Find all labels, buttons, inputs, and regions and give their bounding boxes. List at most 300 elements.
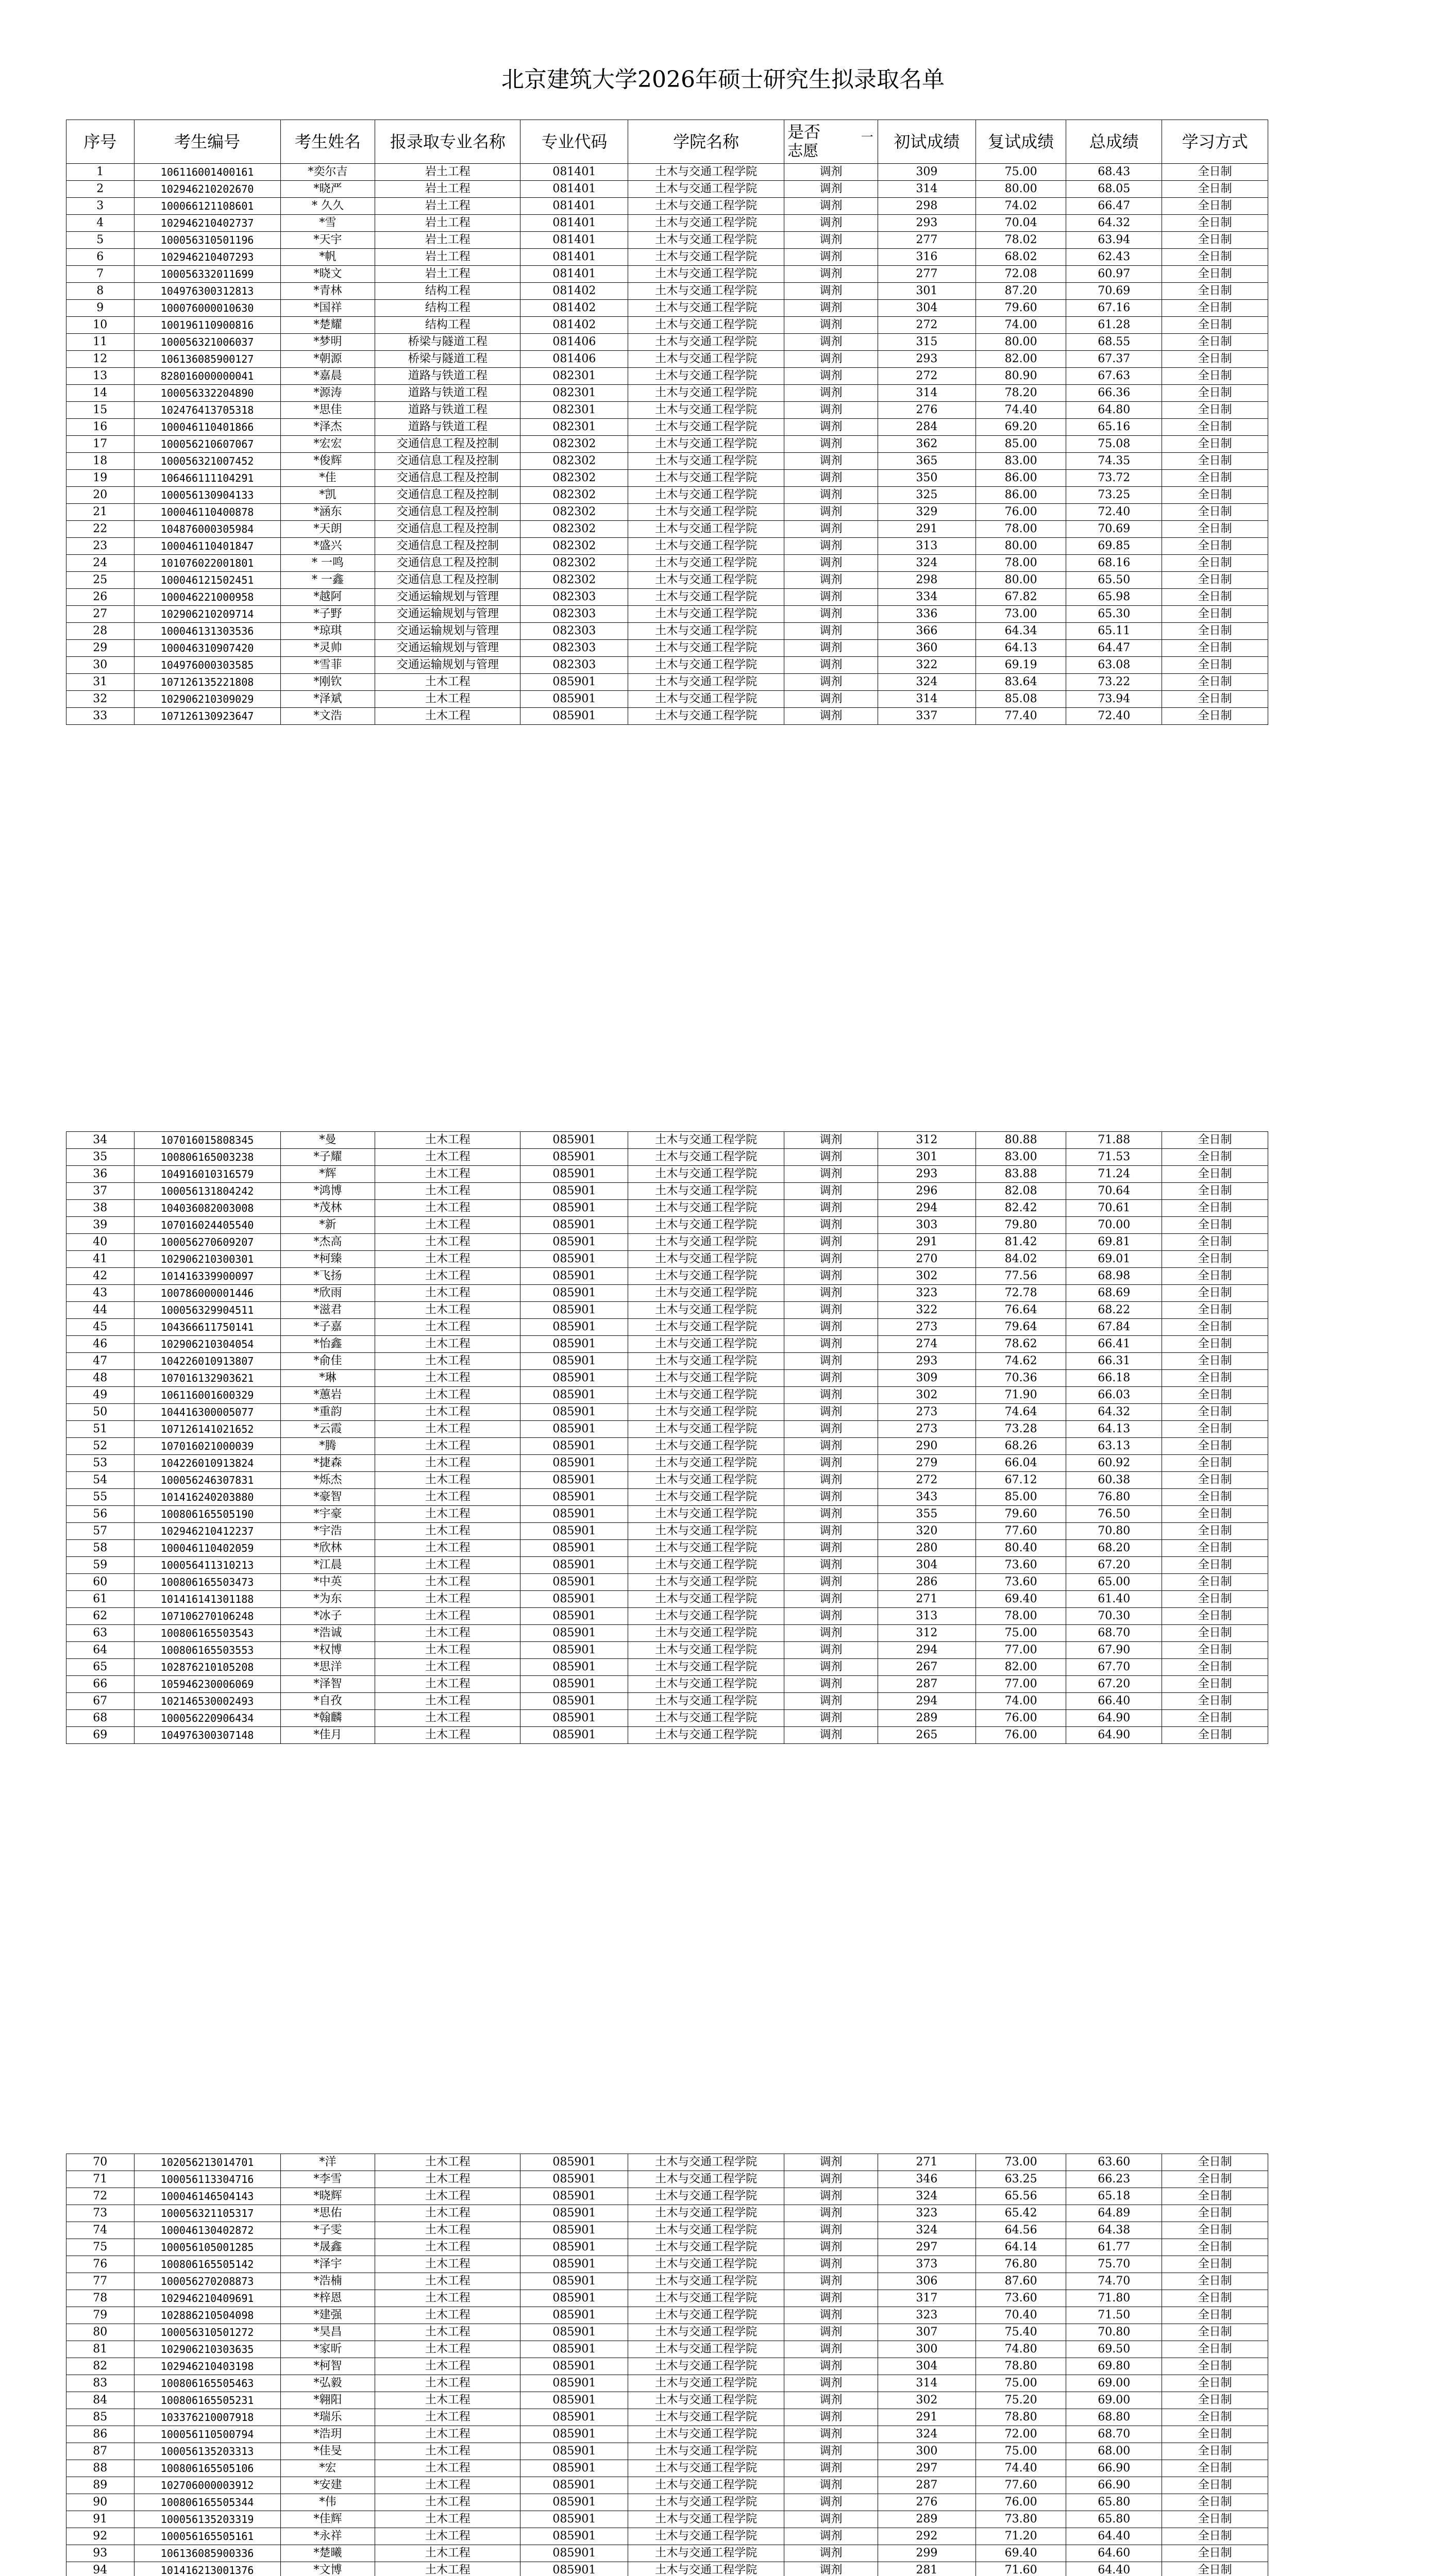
table-cell: 调剂 bbox=[784, 1557, 878, 1574]
table-cell: *中英 bbox=[280, 1574, 375, 1591]
table-cell: 71 bbox=[66, 2171, 134, 2188]
table-row bbox=[66, 1489, 1268, 1506]
table-cell: 100056270609207 bbox=[134, 1234, 280, 1251]
table-cell: 调剂 bbox=[784, 2409, 878, 2426]
table-cell: 80.00 bbox=[976, 538, 1066, 555]
table-cell: 土木与交通工程学院 bbox=[628, 283, 784, 300]
table-cell: 082303 bbox=[520, 589, 628, 606]
table-cell: 68.05 bbox=[1066, 181, 1162, 198]
table-cell: 081401 bbox=[520, 266, 628, 283]
table-cell: 调剂 bbox=[784, 1336, 878, 1353]
table-row bbox=[66, 1727, 1268, 1744]
table-cell: 82.08 bbox=[976, 1183, 1066, 1200]
table-cell: 73.28 bbox=[976, 1421, 1066, 1438]
table-cell: 调剂 bbox=[784, 266, 878, 283]
table-cell: 全日制 bbox=[1162, 2188, 1268, 2205]
table-cell: 调剂 bbox=[784, 2290, 878, 2307]
table-cell: 085901 bbox=[520, 1183, 628, 1200]
table-cell: 82 bbox=[66, 2358, 134, 2375]
table-cell: 土木工程 bbox=[375, 1217, 520, 1234]
table-cell: 全日制 bbox=[1162, 1472, 1268, 1489]
table-cell: 1 bbox=[66, 164, 134, 181]
table-cell: *凯 bbox=[280, 487, 375, 504]
table-cell: 78.00 bbox=[976, 555, 1066, 572]
table-cell: 75.00 bbox=[976, 2443, 1066, 2460]
table-cell: 土木与交通工程学院 bbox=[628, 623, 784, 640]
table-cell: 82.00 bbox=[976, 351, 1066, 368]
table-cell: 74.40 bbox=[976, 2460, 1066, 2477]
table-cell: 调剂 bbox=[784, 2324, 878, 2341]
table-cell: 291 bbox=[878, 521, 976, 538]
table-cell: 78.62 bbox=[976, 1336, 1066, 1353]
table-cell: 土木与交通工程学院 bbox=[628, 402, 784, 419]
table-cell: 100056329904511 bbox=[134, 1302, 280, 1319]
table-cell: 70.04 bbox=[976, 215, 1066, 232]
table-cell: 54 bbox=[66, 1472, 134, 1489]
table-cell: 土木与交通工程学院 bbox=[628, 2341, 784, 2358]
table-row bbox=[66, 2307, 1268, 2324]
table-cell: 300 bbox=[878, 2443, 976, 2460]
table-cell: 78 bbox=[66, 2290, 134, 2307]
table-row bbox=[66, 2290, 1268, 2307]
table-cell: 081402 bbox=[520, 283, 628, 300]
table-cell: *嘉晨 bbox=[280, 368, 375, 385]
table-cell: 调剂 bbox=[784, 249, 878, 266]
table-cell: 277 bbox=[878, 266, 976, 283]
table-cell: 76.00 bbox=[976, 1710, 1066, 1727]
table-cell: 岩土工程 bbox=[375, 232, 520, 249]
table-cell: 272 bbox=[878, 1472, 976, 1489]
table-row bbox=[66, 1557, 1268, 1574]
table-cell: 土木与交通工程学院 bbox=[628, 181, 784, 198]
table-cell: 100806165505106 bbox=[134, 2460, 280, 2477]
table-cell: 085901 bbox=[520, 1336, 628, 1353]
table-cell: 土木工程 bbox=[375, 2154, 520, 2171]
table-cell: 全日制 bbox=[1162, 487, 1268, 504]
table-cell: 316 bbox=[878, 249, 976, 266]
table-cell: 68.69 bbox=[1066, 1285, 1162, 1302]
table-cell: 085901 bbox=[520, 1319, 628, 1336]
table-cell: 085901 bbox=[520, 2256, 628, 2273]
table-cell: 交通信息工程及控制 bbox=[375, 521, 520, 538]
table-row bbox=[66, 2460, 1268, 2477]
table-row bbox=[66, 1506, 1268, 1523]
table-cell: 土木与交通工程学院 bbox=[628, 2273, 784, 2290]
table-cell: 35 bbox=[66, 1149, 134, 1166]
table-cell: 323 bbox=[878, 2307, 976, 2324]
table-cell: 83.88 bbox=[976, 1166, 1066, 1183]
table-cell: 276 bbox=[878, 2494, 976, 2511]
table-cell: 73.72 bbox=[1066, 470, 1162, 487]
table-cell: 70.00 bbox=[1066, 1217, 1162, 1234]
table-cell: 306 bbox=[878, 2273, 976, 2290]
table-cell: 272 bbox=[878, 368, 976, 385]
table-cell: 64.38 bbox=[1066, 2222, 1162, 2239]
table-cell: 土木与交通工程学院 bbox=[628, 1523, 784, 1540]
table-cell: 64.90 bbox=[1066, 1710, 1162, 1727]
table-cell: 调剂 bbox=[784, 2273, 878, 2290]
table-row bbox=[66, 2375, 1268, 2392]
column-header: 专业代码 bbox=[520, 120, 628, 164]
table-cell: 土木工程 bbox=[375, 2528, 520, 2545]
table-cell: *李雪 bbox=[280, 2171, 375, 2188]
table-cell: 107016015808345 bbox=[134, 1132, 280, 1149]
table-cell: 土木与交通工程学院 bbox=[628, 1574, 784, 1591]
table-cell: 土木与交通工程学院 bbox=[628, 419, 784, 436]
table-cell: *昊昌 bbox=[280, 2324, 375, 2341]
table-cell: 调剂 bbox=[784, 1574, 878, 1591]
table-cell: 104226010913824 bbox=[134, 1455, 280, 1472]
table-cell: 76.64 bbox=[976, 1302, 1066, 1319]
table-cell: 全日制 bbox=[1162, 2426, 1268, 2443]
table-cell: 7 bbox=[66, 266, 134, 283]
table-cell: 273 bbox=[878, 1319, 976, 1336]
table-cell: 土木与交通工程学院 bbox=[628, 2154, 784, 2171]
table-cell: 土木工程 bbox=[375, 2426, 520, 2443]
table-cell: *宏 bbox=[280, 2460, 375, 2477]
table-cell: 调剂 bbox=[784, 1302, 878, 1319]
table-cell: 土木与交通工程学院 bbox=[628, 1676, 784, 1693]
table-cell: 46 bbox=[66, 1336, 134, 1353]
table-cell: 100056310501272 bbox=[134, 2324, 280, 2341]
table-cell: 082301 bbox=[520, 385, 628, 402]
table-cell: *楚耀 bbox=[280, 317, 375, 334]
table-cell: 085901 bbox=[520, 1234, 628, 1251]
table-cell: 82.00 bbox=[976, 1659, 1066, 1676]
table-cell: 86.00 bbox=[976, 470, 1066, 487]
table-cell: 293 bbox=[878, 215, 976, 232]
table-cell: 50 bbox=[66, 1404, 134, 1421]
table-cell: 13 bbox=[66, 368, 134, 385]
table-row bbox=[66, 606, 1268, 623]
table-cell: 107016021000039 bbox=[134, 1438, 280, 1455]
table-row bbox=[66, 1421, 1268, 1438]
table-cell: 全日制 bbox=[1162, 538, 1268, 555]
table-cell: 调剂 bbox=[784, 674, 878, 691]
table-cell: 土木与交通工程学院 bbox=[628, 2358, 784, 2375]
table-cell: 土木与交通工程学院 bbox=[628, 1404, 784, 1421]
table-cell: 42 bbox=[66, 1268, 134, 1285]
table-cell: 70.40 bbox=[976, 2307, 1066, 2324]
table-cell: 100056135203319 bbox=[134, 2511, 280, 2528]
table-cell: 102946210402737 bbox=[134, 215, 280, 232]
table-cell: 29 bbox=[66, 640, 134, 657]
table-cell: 土木与交通工程学院 bbox=[628, 266, 784, 283]
table-cell: 74.40 bbox=[976, 402, 1066, 419]
table-cell: 道路与铁道工程 bbox=[375, 368, 520, 385]
table-cell: 全日制 bbox=[1162, 1200, 1268, 1217]
table-cell: 68.16 bbox=[1066, 555, 1162, 572]
table-cell: 土木与交通工程学院 bbox=[628, 2494, 784, 2511]
table-cell: 全日制 bbox=[1162, 300, 1268, 317]
table-cell: *子嘉 bbox=[280, 1319, 375, 1336]
table-cell: 74.00 bbox=[976, 1693, 1066, 1710]
table-cell: 调剂 bbox=[784, 1217, 878, 1234]
table-cell: 68.70 bbox=[1066, 2426, 1162, 2443]
table-cell: *浩楠 bbox=[280, 2273, 375, 2290]
table-cell: 87.60 bbox=[976, 2273, 1066, 2290]
table-cell: 全日制 bbox=[1162, 504, 1268, 521]
table-cell: *晟鑫 bbox=[280, 2239, 375, 2256]
table-cell: 土木工程 bbox=[375, 708, 520, 725]
table-cell: 62 bbox=[66, 1608, 134, 1625]
table-cell: 71.80 bbox=[1066, 2290, 1162, 2307]
table-cell: *宏宏 bbox=[280, 436, 375, 453]
table-cell: 53 bbox=[66, 1455, 134, 1472]
table-row bbox=[66, 1693, 1268, 1710]
table-cell: 085901 bbox=[520, 1285, 628, 1302]
table-cell: *宇豪 bbox=[280, 1506, 375, 1523]
table-cell: 74.80 bbox=[976, 2341, 1066, 2358]
table-cell: 60.92 bbox=[1066, 1455, 1162, 1472]
table-row bbox=[66, 2494, 1268, 2511]
table-cell: 调剂 bbox=[784, 623, 878, 640]
table-cell: 296 bbox=[878, 1183, 976, 1200]
table-row bbox=[66, 419, 1268, 436]
table-cell: 43 bbox=[66, 1285, 134, 1302]
table-cell: 307 bbox=[878, 2324, 976, 2341]
table-cell: 调剂 bbox=[784, 453, 878, 470]
table-cell: 交通运输规划与管理 bbox=[375, 640, 520, 657]
table-row bbox=[66, 249, 1268, 266]
table-cell: 全日制 bbox=[1162, 470, 1268, 487]
table-cell: 调剂 bbox=[784, 1370, 878, 1387]
table-cell: 85.00 bbox=[976, 436, 1066, 453]
table-cell: 土木与交通工程学院 bbox=[628, 1438, 784, 1455]
table-cell: 67.63 bbox=[1066, 368, 1162, 385]
table-cell: 87 bbox=[66, 2443, 134, 2460]
table-cell: 45 bbox=[66, 1319, 134, 1336]
table-row bbox=[66, 2528, 1268, 2545]
table-cell: 100046310907420 bbox=[134, 640, 280, 657]
table-cell: 324 bbox=[878, 2188, 976, 2205]
table-cell: 全日制 bbox=[1162, 1523, 1268, 1540]
table-cell: 全日制 bbox=[1162, 1353, 1268, 1370]
table-cell: 土木与交通工程学院 bbox=[628, 2171, 784, 2188]
table-cell: 104226010913807 bbox=[134, 1353, 280, 1370]
table-cell: 70.30 bbox=[1066, 1608, 1162, 1625]
table-cell: 324 bbox=[878, 2426, 976, 2443]
table-row bbox=[66, 351, 1268, 368]
table-cell: 土木与交通工程学院 bbox=[628, 1608, 784, 1625]
table-cell: 全日制 bbox=[1162, 1149, 1268, 1166]
table-cell: 265 bbox=[878, 1727, 976, 1744]
table-cell: 道路与铁道工程 bbox=[375, 385, 520, 402]
table-cell: 102476413705318 bbox=[134, 402, 280, 419]
table-cell: *俊辉 bbox=[280, 453, 375, 470]
table-cell: 082302 bbox=[520, 470, 628, 487]
table-cell: 土木与交通工程学院 bbox=[628, 487, 784, 504]
table-row bbox=[66, 2256, 1268, 2273]
table-cell: 104036082003008 bbox=[134, 1200, 280, 1217]
table-cell: 65.11 bbox=[1066, 623, 1162, 640]
table-cell: 岩土工程 bbox=[375, 249, 520, 266]
table-cell: 全日制 bbox=[1162, 521, 1268, 538]
table-cell: 292 bbox=[878, 2528, 976, 2545]
column-header: 报录取专业名称 bbox=[375, 120, 520, 164]
table-cell: 调剂 bbox=[784, 1421, 878, 1438]
table-cell: 39 bbox=[66, 1217, 134, 1234]
table-cell: 082302 bbox=[520, 504, 628, 521]
table-cell: 63.13 bbox=[1066, 1438, 1162, 1455]
table-cell: 82.42 bbox=[976, 1200, 1066, 1217]
table-cell: *俞佳 bbox=[280, 1353, 375, 1370]
table-cell: 土木工程 bbox=[375, 2256, 520, 2273]
table-cell: 19 bbox=[66, 470, 134, 487]
table-row bbox=[66, 2426, 1268, 2443]
table-cell: 土木与交通工程学院 bbox=[628, 2545, 784, 2562]
table-row bbox=[66, 504, 1268, 521]
table-cell: *楚曦 bbox=[280, 2545, 375, 2562]
table-row bbox=[66, 1591, 1268, 1608]
table-cell: 69.50 bbox=[1066, 2341, 1162, 2358]
table-cell: 土木与交通工程学院 bbox=[628, 1200, 784, 1217]
table-cell: 土木工程 bbox=[375, 2375, 520, 2392]
table-cell: *永祥 bbox=[280, 2528, 375, 2545]
table-cell: 交通信息工程及控制 bbox=[375, 487, 520, 504]
table-cell: 土木与交通工程学院 bbox=[628, 606, 784, 623]
table-cell: 全日制 bbox=[1162, 1676, 1268, 1693]
table-cell: 全日制 bbox=[1162, 453, 1268, 470]
table-row bbox=[66, 2188, 1268, 2205]
table-cell: 082303 bbox=[520, 606, 628, 623]
table-cell: 085901 bbox=[520, 1200, 628, 1217]
table-cell: 085901 bbox=[520, 1608, 628, 1625]
table-cell: 104976300307148 bbox=[134, 1727, 280, 1744]
table-cell: 081401 bbox=[520, 249, 628, 266]
table-cell: 全日制 bbox=[1162, 402, 1268, 419]
table-cell: 全日制 bbox=[1162, 708, 1268, 725]
table-cell: 土木与交通工程学院 bbox=[628, 1557, 784, 1574]
table-cell: 土木工程 bbox=[375, 1268, 520, 1285]
table-cell: *云霞 bbox=[280, 1421, 375, 1438]
table-cell: 岩土工程 bbox=[375, 181, 520, 198]
table-cell: 73.00 bbox=[976, 606, 1066, 623]
table-cell: 085901 bbox=[520, 2375, 628, 2392]
table-cell: 081401 bbox=[520, 215, 628, 232]
table-cell: 调剂 bbox=[784, 589, 878, 606]
table-cell: 360 bbox=[878, 640, 976, 657]
table-cell: 323 bbox=[878, 2205, 976, 2222]
table-cell: 73.60 bbox=[976, 1574, 1066, 1591]
table-cell: 79.64 bbox=[976, 1319, 1066, 1336]
table-cell: 2 bbox=[66, 181, 134, 198]
table-cell: 土木工程 bbox=[375, 1285, 520, 1302]
table-cell: 55 bbox=[66, 1489, 134, 1506]
table-cell: 调剂 bbox=[784, 1693, 878, 1710]
table-cell: 土木工程 bbox=[375, 1523, 520, 1540]
table-cell: 土木工程 bbox=[375, 1659, 520, 1676]
table-row bbox=[66, 2409, 1268, 2426]
table-cell: 32 bbox=[66, 691, 134, 708]
table-row bbox=[66, 164, 1268, 181]
table-cell: 66.04 bbox=[976, 1455, 1066, 1472]
table-cell: 全日制 bbox=[1162, 589, 1268, 606]
table-cell: 085901 bbox=[520, 2171, 628, 2188]
table-cell: 20 bbox=[66, 487, 134, 504]
table-cell: 304 bbox=[878, 300, 976, 317]
table-cell: 100056270208873 bbox=[134, 2273, 280, 2290]
table-cell: 64.40 bbox=[1066, 2562, 1162, 2576]
column-header-part: 是否 bbox=[787, 122, 821, 142]
table-cell: 73 bbox=[66, 2205, 134, 2222]
table-cell: 调剂 bbox=[784, 1676, 878, 1693]
table-cell: 085901 bbox=[520, 2562, 628, 2576]
table-cell: 365 bbox=[878, 453, 976, 470]
table-cell: 土木工程 bbox=[375, 1608, 520, 1625]
table-cell: 66.47 bbox=[1066, 198, 1162, 215]
table-cell: 70.69 bbox=[1066, 283, 1162, 300]
table-cell: 100056210607067 bbox=[134, 436, 280, 453]
table-cell: *浩玥 bbox=[280, 2426, 375, 2443]
table-cell: 80.90 bbox=[976, 368, 1066, 385]
table-row bbox=[66, 1574, 1268, 1591]
table-cell: 101416213001376 bbox=[134, 2562, 280, 2576]
table-cell: 全日制 bbox=[1162, 606, 1268, 623]
table-row bbox=[66, 402, 1268, 419]
table-cell: 调剂 bbox=[784, 2171, 878, 2188]
table-cell: 082303 bbox=[520, 640, 628, 657]
table-cell: 082302 bbox=[520, 572, 628, 589]
table-cell: 67.20 bbox=[1066, 1557, 1162, 1574]
table-cell: 085901 bbox=[520, 1472, 628, 1489]
table-cell: 74.62 bbox=[976, 1353, 1066, 1370]
table-cell: 085901 bbox=[520, 1438, 628, 1455]
table-cell: 68.43 bbox=[1066, 164, 1162, 181]
table-cell: 73.80 bbox=[976, 2511, 1066, 2528]
table-cell: 085901 bbox=[520, 1642, 628, 1659]
table-cell: 309 bbox=[878, 1370, 976, 1387]
table-cell: *捷森 bbox=[280, 1455, 375, 1472]
table-cell: 土木与交通工程学院 bbox=[628, 521, 784, 538]
table-cell: 土木工程 bbox=[375, 1234, 520, 1251]
table-cell: 72 bbox=[66, 2188, 134, 2205]
table-cell: 全日制 bbox=[1162, 181, 1268, 198]
table-cell: 69.00 bbox=[1066, 2375, 1162, 2392]
table-cell: 土木与交通工程学院 bbox=[628, 2477, 784, 2494]
table-row bbox=[66, 368, 1268, 385]
table-cell: 92 bbox=[66, 2528, 134, 2545]
table-cell: 调剂 bbox=[784, 1132, 878, 1149]
table-cell: 75.08 bbox=[1066, 436, 1162, 453]
table-cell: 22 bbox=[66, 521, 134, 538]
column-header-part: 一 bbox=[861, 130, 873, 144]
table-cell: 土木与交通工程学院 bbox=[628, 1149, 784, 1166]
table-cell: 085901 bbox=[520, 2290, 628, 2307]
table-cell: 岩土工程 bbox=[375, 266, 520, 283]
table-cell: *权博 bbox=[280, 1642, 375, 1659]
table-cell: 67.16 bbox=[1066, 300, 1162, 317]
table-cell: *浩诚 bbox=[280, 1625, 375, 1642]
table-cell: 调剂 bbox=[784, 1608, 878, 1625]
table-cell: 313 bbox=[878, 538, 976, 555]
table-cell: 全日制 bbox=[1162, 623, 1268, 640]
table-cell: 64.47 bbox=[1066, 640, 1162, 657]
table-cell: 土木与交通工程学院 bbox=[628, 2239, 784, 2256]
table-cell: 土木工程 bbox=[375, 1591, 520, 1608]
table-cell: 交通运输规划与管理 bbox=[375, 589, 520, 606]
table-cell: 61.77 bbox=[1066, 2239, 1162, 2256]
table-cell: 085901 bbox=[520, 1268, 628, 1285]
table-cell: 081401 bbox=[520, 181, 628, 198]
table-cell: 土木工程 bbox=[375, 1149, 520, 1166]
table-cell: 66.90 bbox=[1066, 2477, 1162, 2494]
table-cell: 土木工程 bbox=[375, 2205, 520, 2222]
table-row bbox=[66, 538, 1268, 555]
table-cell: *鸿博 bbox=[280, 1183, 375, 1200]
table-cell: 69.85 bbox=[1066, 538, 1162, 555]
table-cell: 65.50 bbox=[1066, 572, 1162, 589]
